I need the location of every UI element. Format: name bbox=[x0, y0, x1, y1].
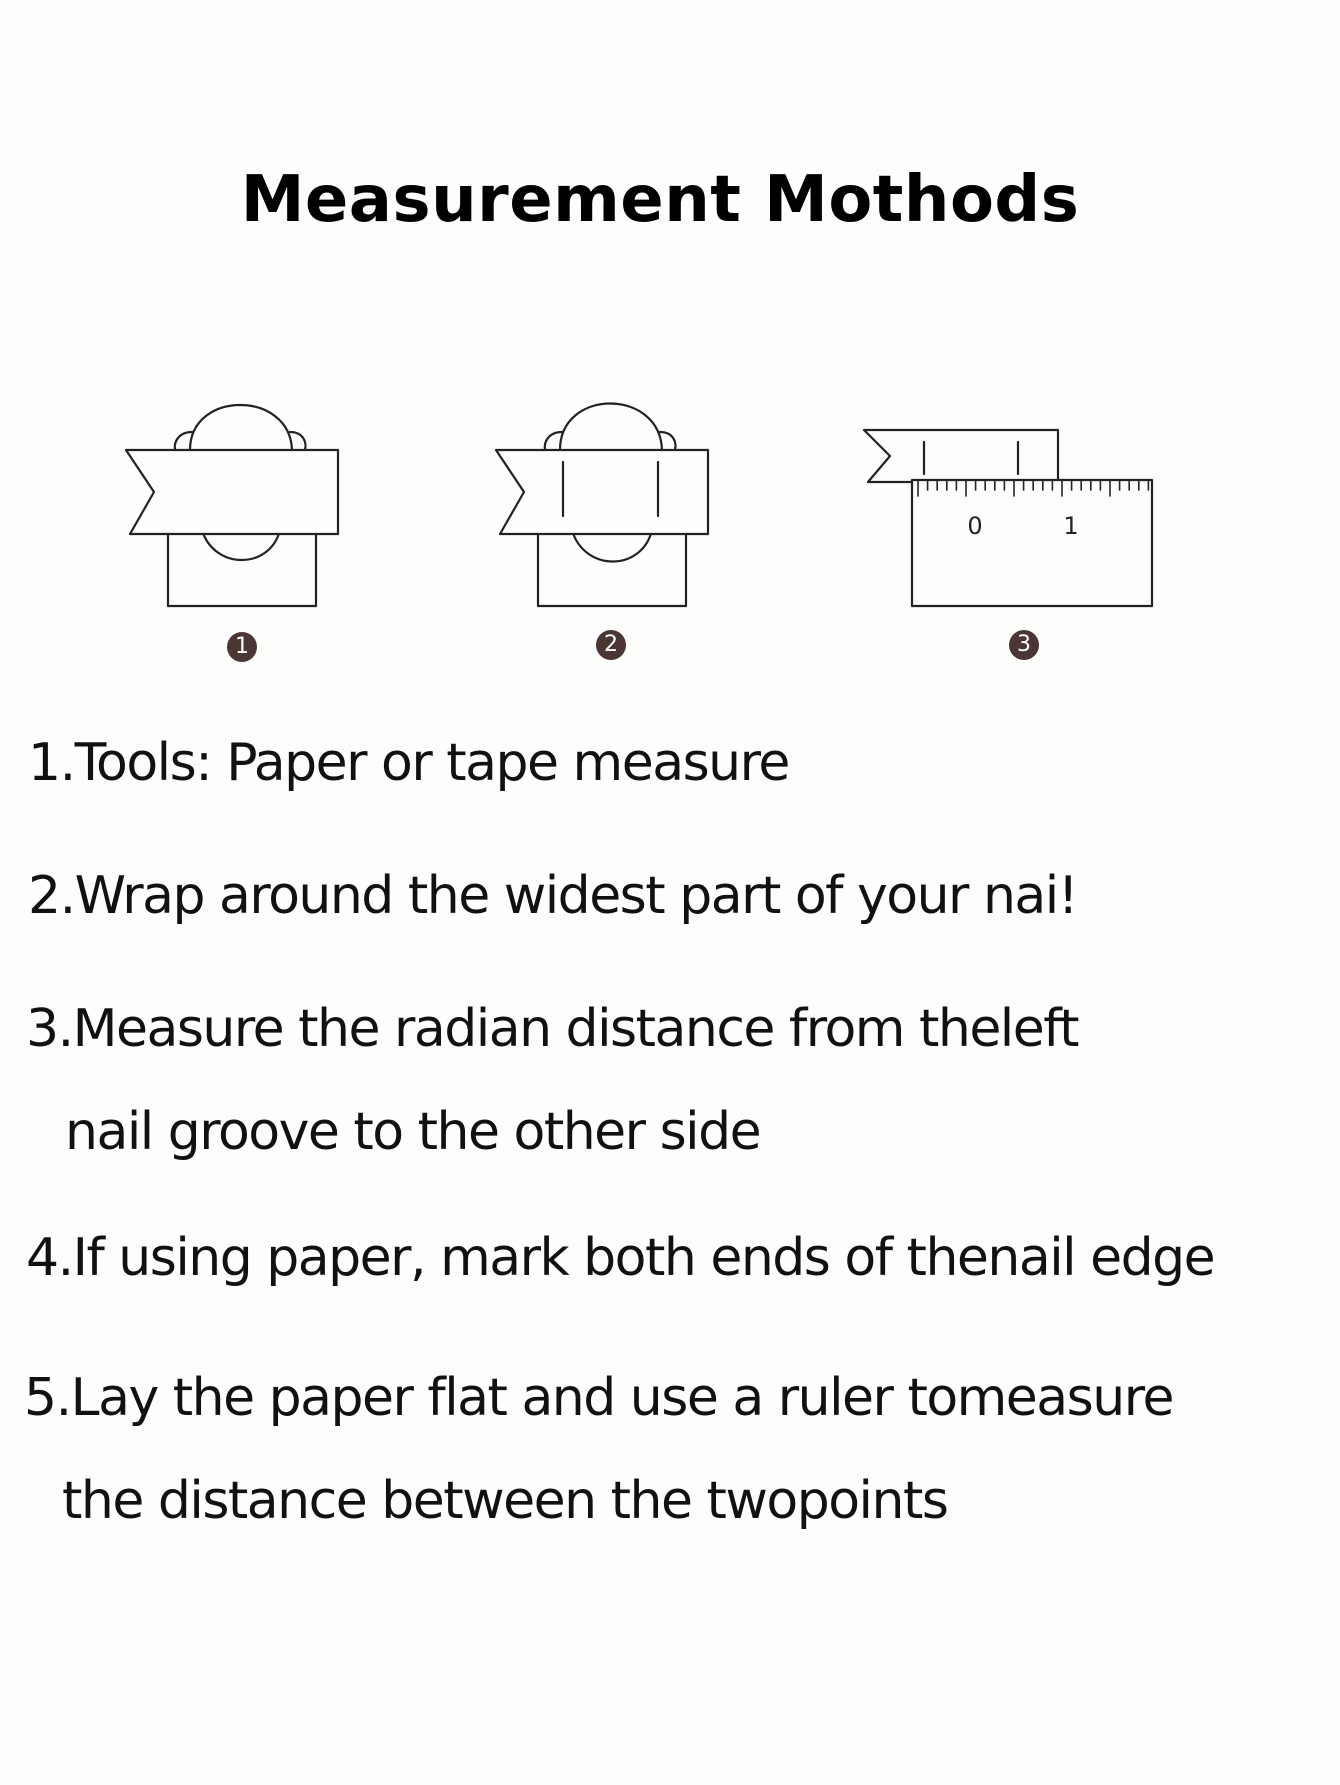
diagram-row bbox=[0, 370, 1340, 670]
nail-top bbox=[190, 405, 292, 450]
step-number-3: 3 bbox=[1009, 630, 1039, 660]
step-number-2: 2 bbox=[596, 630, 626, 660]
finger-base bbox=[168, 530, 316, 606]
paper-band bbox=[126, 450, 338, 534]
instruction-3-cont bbox=[65, 1102, 1340, 1162]
diagram-2-paper-marks bbox=[496, 404, 708, 607]
step-number-1: 1 bbox=[227, 632, 257, 662]
instruction-5-line-2: the distance between the twopoints bbox=[62, 1471, 948, 1531]
ruler-label-1: 1 bbox=[1063, 512, 1079, 540]
instruction-3-line-1: 3.Measure the radian distance from theleft bbox=[26, 999, 1079, 1059]
paper-band bbox=[496, 450, 708, 534]
diagram-1-paper-wrap bbox=[126, 405, 338, 606]
instruction-4 bbox=[26, 1228, 1340, 1288]
diagram-3-ruler bbox=[864, 430, 1152, 606]
instruction-2 bbox=[28, 866, 1340, 926]
ruler bbox=[912, 480, 1152, 606]
page-title: Measurement Mothods bbox=[240, 163, 1080, 237]
finger-base bbox=[538, 530, 686, 606]
ruler-label-0: 0 bbox=[967, 512, 983, 540]
instruction-3-line-2: nail groove to the other side bbox=[65, 1102, 761, 1162]
paper-strip bbox=[864, 430, 1058, 482]
instruction-2-line-1: 2.Wrap around the widest part of your nai! bbox=[28, 866, 1078, 926]
instruction-5-line-1: 5.Lay the paper flat and use a ruler tomeasure bbox=[24, 1368, 1173, 1428]
instruction-3 bbox=[26, 999, 1340, 1059]
instruction-5-cont bbox=[62, 1471, 1340, 1531]
nail-top bbox=[560, 404, 662, 451]
instruction-5 bbox=[24, 1368, 1340, 1428]
instruction-1 bbox=[28, 733, 1340, 793]
instruction-4-line-1: 4.If using paper, mark both ends of thenail edge bbox=[26, 1228, 1215, 1288]
instruction-1-line-1: 1.Tools: Paper or tape measure bbox=[28, 733, 789, 793]
measurement-diagrams bbox=[0, 370, 1340, 670]
